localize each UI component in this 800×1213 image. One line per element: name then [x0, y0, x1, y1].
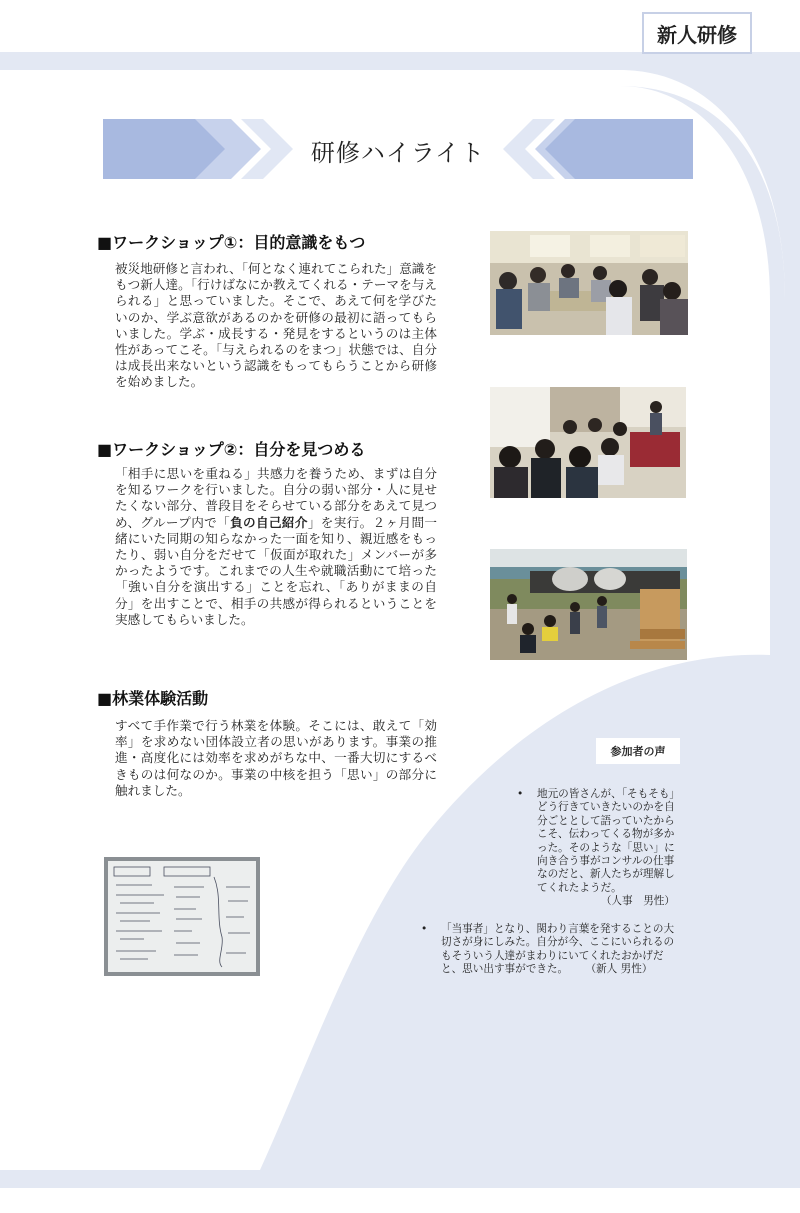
photo-workshop-seminar [490, 387, 686, 498]
workshop2-heading: ■ワークショップ②：自分を見つめる [97, 440, 366, 459]
workshop2-body-text-1: 「相手に思いを重ねる」共感力を養うため、まずは自分を知るワークを行いました。自分の弱い部分・人に見せたくない部分、普段目をそらせている部分をあえて見つめ、グループ内で「 [115, 466, 437, 530]
workshop1-heading: ■ワークショップ①：目的意識をもつ [97, 233, 366, 252]
workshop2-body [115, 466, 437, 628]
voice-quote-2-author: （新人 男性） [585, 963, 653, 976]
photo-forestry [490, 549, 687, 660]
photo-workshop-discussion [490, 231, 688, 335]
voice-quote-2 [421, 923, 679, 977]
forestry-heading: ■林業体験活動 [97, 689, 209, 708]
bullet-icon: • [517, 788, 524, 800]
voice-quote-1-text: 地元の皆さんが、「そもそも」どう行きていきたいのかを自分ごととして語っていたからこそ、伝わってくる物が多かった。そのような「思い」に向き合う事がコンサルの仕事なのだと、新人たちが理解してくれたようだ。 [537, 788, 675, 894]
category-tag: 新人研修 [642, 12, 752, 54]
banner-title: 研修ハイライト [310, 139, 486, 167]
workshop2-body-text-2: 」を実行。２ヶ月間一緒にいた同期の知らなかった一面を知り、親近感をもったり、弱い自分をだせて「仮面が取れた」メンバーが多かったようです。これまでの人生や就職活動にて培った「強い自分を演出する」ことを忘れ、「ありがままの自分」を出すことで、相手の共感が得られるということを実感してもらいました。 [115, 514, 437, 627]
workshop2-body-emphasis: 負の自己紹介 [230, 514, 308, 530]
voices-title: 参加者の声 [596, 738, 680, 764]
workshop1-body: 被災地研修と言われ、「何となく連れてこられた」意識をもつ新人達。「行けばなにか教えてくれる・テーマを与えられる」と思っていました。そこで、あえて何を学びたいのか、学ぶ意欲があるのかを研修の最初に語ってもらいました。学ぶ・成長する・発見をするというのは主体性があってこそ。「与えられるのをまつ」状態では、自分は成長出来ないという認識をもってもらうことから研修を始めました。 [115, 261, 437, 390]
forestry-body: すべて手作業で行う林業を体験。そこには、敢えて「効率」を求めない団体設立者の思いがあります。事業の推進・高度化には効率を求めがちな中、一番大切にするべきものは何なのか。事業の中核を担う「思い」の部分に触れました。 [115, 718, 437, 798]
section-banner [103, 119, 693, 179]
voice-quote-1-author: （人事 男性） [600, 895, 675, 908]
voice-quote-2-text: 「当事者」となり、関わり言葉を発することの大切さが身にしみた。自分が今、ここにいられるのもそういう人達がまわりにいてくれたおかげだと、思い出す事ができた。 [441, 923, 675, 976]
photo-whiteboard [104, 857, 260, 976]
voice-quote-1 [517, 788, 675, 909]
bullet-icon: • [421, 923, 428, 935]
